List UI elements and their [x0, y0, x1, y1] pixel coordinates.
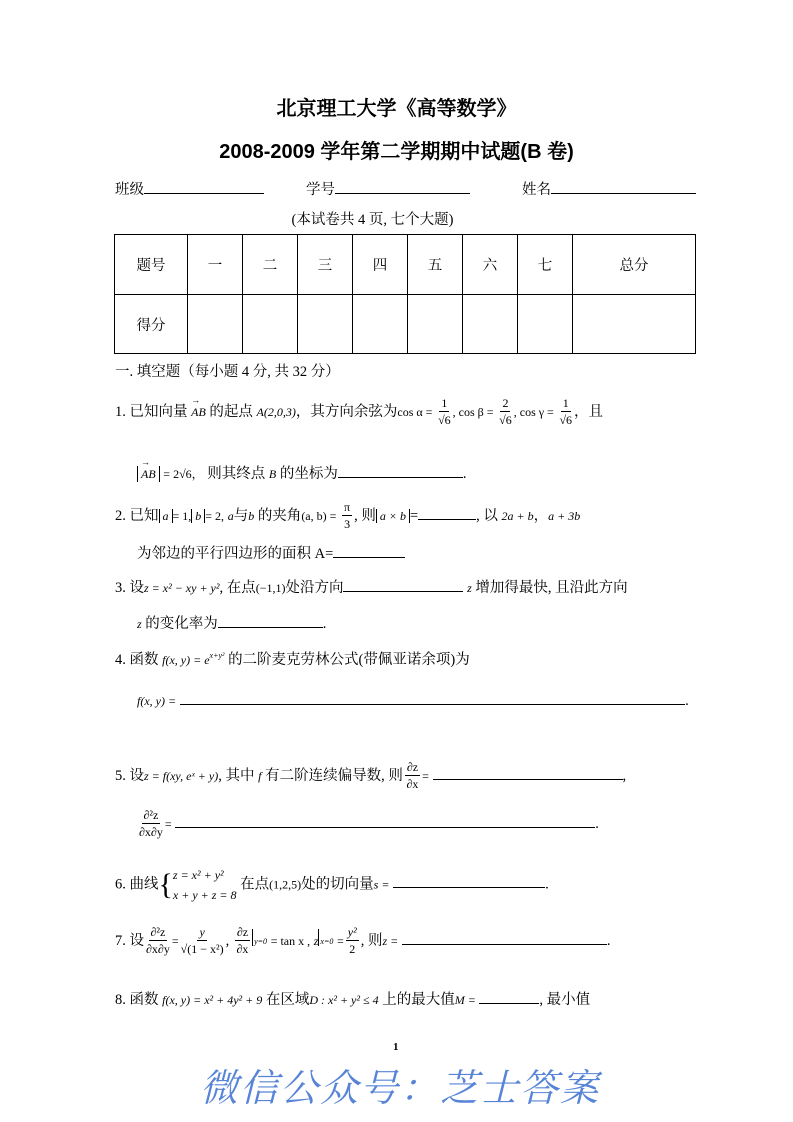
- vector-ab: → AB: [191, 405, 206, 419]
- table-header-cell: 四: [353, 235, 408, 295]
- question-number: 3.: [115, 580, 126, 596]
- math: f(x, y) = x² + 4y² + 9: [162, 993, 263, 1007]
- text: 已知: [129, 507, 159, 524]
- text: .: [322, 616, 327, 632]
- question-2-line-2: [137, 542, 405, 563]
- denominator: √6: [559, 413, 573, 427]
- question-6: [115, 865, 549, 905]
- watermark: 微信公众号：芝士答案: [200, 1066, 601, 1110]
- fraction: [342, 500, 352, 533]
- text: 函数: [129, 652, 159, 668]
- answer-blank[interactable]: [479, 989, 539, 1004]
- math: =: [422, 768, 429, 783]
- text: 上的最大值: [382, 992, 455, 1008]
- answer-blank[interactable]: [333, 543, 405, 558]
- math: =: [337, 933, 344, 948]
- math: M =: [454, 993, 476, 1007]
- numerator: 2: [502, 396, 509, 410]
- math-subscript: y=0: [252, 929, 267, 946]
- question-8: [115, 988, 590, 1009]
- score-cell[interactable]: [188, 295, 243, 354]
- fraction: [405, 760, 420, 793]
- fraction: [139, 808, 163, 841]
- score-label-cell: 得分: [115, 295, 188, 354]
- text: 与: [233, 507, 249, 524]
- text: 函数: [129, 992, 159, 1008]
- table-header-cell: 总分: [573, 235, 696, 295]
- score-table: [114, 234, 696, 354]
- math: x + y + z = 8: [172, 888, 237, 902]
- exam-subtitle: 2008-2009 学年第二学期期中试题(B 卷): [219, 141, 574, 163]
- exam-title: 北京理工大学《高等数学》: [276, 98, 517, 120]
- class-label: 班级: [115, 182, 144, 198]
- question-7: [115, 925, 611, 958]
- math: b: [248, 508, 255, 523]
- text: 设: [129, 767, 144, 784]
- math: 2a + b: [501, 508, 534, 523]
- answer-blank[interactable]: [393, 873, 545, 888]
- numerator: ∂²z: [150, 925, 166, 939]
- numerator: y: [199, 925, 205, 939]
- numerator: ∂z: [236, 925, 249, 939]
- text: ，且: [574, 403, 604, 420]
- denominator: ∂x: [406, 777, 419, 791]
- text: , 则: [354, 507, 376, 524]
- name-label: 姓名: [522, 182, 551, 198]
- student-id-label: 学号: [306, 182, 335, 198]
- text: 在点: [240, 876, 270, 893]
- exam-note: (本试卷共 4 页, 七个大题): [291, 212, 454, 228]
- text: 在区域: [265, 992, 310, 1008]
- question-number: 5.: [115, 767, 126, 784]
- numerator: 1: [441, 396, 448, 410]
- numerator: ∂z: [406, 760, 419, 774]
- question-number: 2.: [115, 507, 126, 524]
- score-cell[interactable]: [298, 295, 353, 354]
- math: b: [191, 509, 205, 523]
- fraction: [499, 396, 512, 429]
- math: B: [268, 467, 277, 481]
- answer-blank[interactable]: [343, 577, 463, 592]
- section-heading: 一. 填空题（每小题 4 分, 共 32 分）: [115, 364, 340, 380]
- page-number: 1: [393, 1041, 399, 1053]
- table-row: [115, 295, 696, 354]
- math: = tan x ,: [270, 933, 311, 948]
- table-header-cell: 题号: [115, 235, 188, 295]
- text: 设: [129, 580, 144, 596]
- text: 的坐标为: [279, 466, 338, 482]
- denominator: 3: [344, 517, 351, 531]
- math: z: [467, 581, 472, 595]
- math: = 1,: [172, 508, 192, 523]
- text: , 在点: [219, 580, 256, 596]
- answer-blank[interactable]: [175, 813, 595, 828]
- answer-blank[interactable]: [418, 505, 476, 520]
- question-2: [115, 500, 580, 533]
- score-cell[interactable]: [408, 295, 463, 354]
- name-field[interactable]: [522, 178, 696, 199]
- numerator: π: [344, 500, 351, 514]
- math: f(x, y) = e: [162, 653, 210, 667]
- math: z = x² + y²: [172, 868, 224, 882]
- fraction: [346, 925, 359, 958]
- vector-ab: → AB: [141, 467, 156, 481]
- question-4: [115, 648, 470, 669]
- equation-system: [173, 865, 237, 905]
- question-number: 7.: [115, 932, 126, 949]
- math-exponent: x+y²: [209, 651, 225, 661]
- math: = 2√6，: [163, 467, 204, 481]
- question-number: 1.: [115, 403, 126, 420]
- score-cell[interactable]: [518, 295, 573, 354]
- question-number: 4.: [115, 652, 126, 668]
- score-cell[interactable]: [463, 295, 518, 354]
- question-5-line-2: [137, 808, 599, 841]
- math: cos α =: [397, 404, 433, 419]
- question-3-line-2: [137, 612, 326, 633]
- text: 的夹角: [257, 507, 302, 524]
- text: 的二阶麦克劳林公式(带佩亚诺余项)为: [228, 652, 470, 668]
- text: , 以: [476, 507, 498, 524]
- text: ，其方向余弦为: [295, 403, 398, 420]
- text: 设: [129, 932, 144, 949]
- table-header-cell: 七: [518, 235, 573, 295]
- question-5: [115, 760, 626, 793]
- answer-blank[interactable]: [338, 463, 463, 478]
- question-number: 6.: [115, 876, 126, 893]
- denominator: ∂x∂y: [146, 942, 170, 956]
- question-number: 8.: [115, 992, 126, 1008]
- numerator: y²: [347, 925, 357, 939]
- fraction: [146, 925, 170, 958]
- denominator: √6: [438, 413, 451, 427]
- math: z =: [382, 933, 399, 948]
- math: a: [227, 508, 234, 523]
- table-header-cell: 二: [243, 235, 298, 295]
- math: =: [171, 933, 179, 948]
- answer-blank[interactable]: [433, 765, 623, 780]
- score-cell[interactable]: [243, 295, 298, 354]
- table-header-cell: 六: [463, 235, 518, 295]
- fraction: [235, 925, 250, 958]
- class-field[interactable]: [115, 178, 264, 199]
- text: , 最小值: [539, 992, 591, 1008]
- math: f(x, y) =: [137, 694, 177, 708]
- math-subscript: x=0: [318, 929, 333, 946]
- question-4-line-2: [137, 690, 689, 710]
- math: a + 3b: [548, 508, 581, 523]
- text: 则其终点: [207, 466, 266, 482]
- text: .: [685, 693, 689, 709]
- table-header-cell: 五: [408, 235, 463, 295]
- text: .: [606, 932, 611, 949]
- numerator: 1: [562, 396, 569, 410]
- text: ,: [622, 767, 627, 784]
- answer-blank[interactable]: [218, 613, 323, 628]
- text: ，: [533, 507, 549, 524]
- denominator: 2: [349, 942, 356, 956]
- text: 有二阶连续偏导数, 则: [265, 767, 403, 784]
- brace-icon: {: [158, 868, 173, 901]
- math: z: [137, 617, 142, 631]
- denominator: √(1 − x²): [180, 942, 224, 956]
- math: z = f(xy, eˣ + y): [144, 768, 219, 783]
- score-cell[interactable]: [573, 295, 696, 354]
- text: 的变化率为: [145, 616, 218, 632]
- math: , cos γ =: [513, 404, 554, 419]
- text: ,: [225, 932, 230, 949]
- math: D : x² + y² ≤ 4: [309, 993, 379, 1007]
- question-1-line-2: [137, 462, 467, 483]
- math: s =: [373, 877, 390, 892]
- fraction: [438, 396, 451, 429]
- denominator: √6: [499, 413, 512, 427]
- question-1: [115, 396, 603, 429]
- table-row: [115, 235, 696, 295]
- text: 为邻边的平行四边形的面积 A=: [137, 546, 334, 562]
- fraction: [559, 396, 572, 429]
- math: f: [258, 768, 262, 783]
- math: a × b: [376, 509, 410, 523]
- score-cell[interactable]: [353, 295, 408, 354]
- numerator: ∂²z: [143, 808, 159, 822]
- math: (a, b) =: [301, 508, 337, 523]
- table-header-cell: 一: [188, 235, 243, 295]
- question-3: [115, 576, 628, 597]
- math: =: [164, 816, 172, 831]
- answer-blank[interactable]: [180, 690, 685, 705]
- text: .: [595, 815, 599, 832]
- table-header-cell: 三: [298, 235, 353, 295]
- text: 处的切向量: [301, 876, 374, 893]
- denominator: ∂x: [236, 942, 249, 956]
- text: .: [545, 876, 549, 893]
- math: , cos β =: [452, 404, 494, 419]
- text: .: [462, 466, 467, 482]
- math: =: [409, 507, 419, 524]
- student-id-field[interactable]: [306, 178, 470, 199]
- answer-blank[interactable]: [402, 930, 607, 945]
- text: 的起点: [209, 403, 253, 420]
- math: (1,2,5): [269, 877, 302, 892]
- math: = 2,: [205, 508, 225, 523]
- text: 曲线: [129, 876, 159, 893]
- text: 处沿方向: [285, 580, 344, 596]
- math: z = x² − xy + y²: [144, 581, 220, 595]
- denominator: ∂x∂y: [139, 825, 163, 839]
- text: 增加得最快, 且沿此方向: [475, 580, 628, 596]
- text: , 其中: [218, 767, 255, 784]
- math: a: [159, 509, 173, 523]
- math: (−1,1): [255, 581, 286, 595]
- text: 已知向量: [129, 403, 188, 420]
- point-a: A(2,0,3): [256, 404, 296, 419]
- math: z: [313, 933, 319, 948]
- text: , 则: [360, 932, 383, 949]
- fraction: [181, 925, 224, 958]
